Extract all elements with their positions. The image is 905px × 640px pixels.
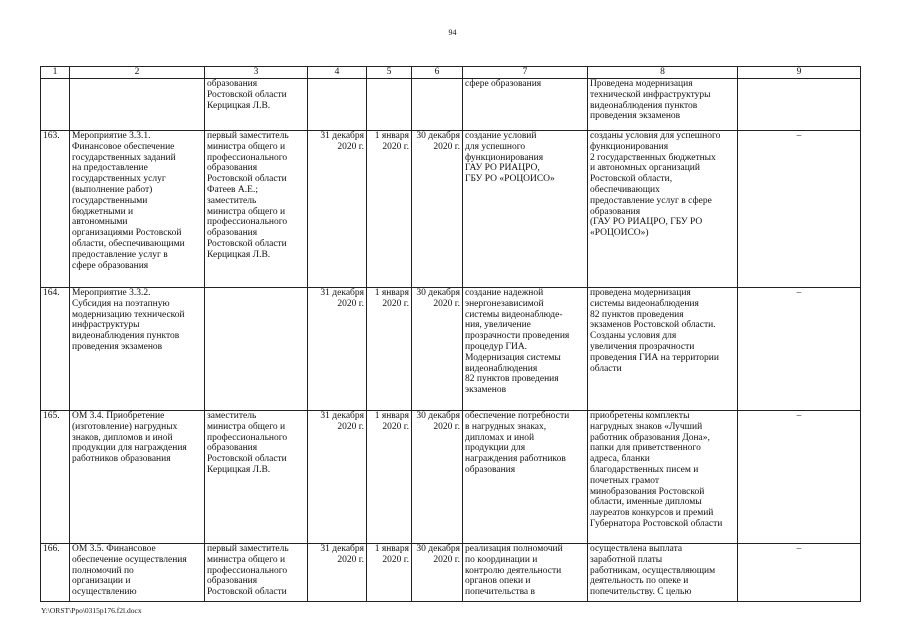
row-number-cell: 163. — [41, 131, 70, 288]
activity-name-line: области, обеспечивающими — [72, 238, 185, 249]
expected-result-cell — [463, 131, 588, 288]
expected-result-line: сфере образования — [465, 79, 542, 89]
column-number-7: 7 — [463, 67, 588, 79]
date-plan-cell — [367, 288, 412, 411]
actual-result-line: работник образования Дона», — [590, 432, 710, 443]
date-fact-cell — [412, 288, 463, 411]
expected-result-line: энергонезависимой — [465, 298, 544, 309]
column-number-6: 6 — [412, 67, 463, 79]
activity-name-cell — [70, 288, 205, 411]
date-plan-line: 2020 г. — [382, 554, 409, 565]
date-start-cell — [308, 411, 367, 544]
actual-result-line: Созданы условия для — [590, 331, 677, 342]
activity-name-line: государственных заданий — [72, 152, 176, 163]
actual-result-line: папки для приветственного — [590, 443, 701, 454]
expected-result-line: Модернизация системы — [465, 352, 561, 363]
activity-name-line: Субсидия на поэтапную — [72, 298, 170, 309]
expected-result-line: ГБУ РО «РОЦОИСО» — [465, 174, 555, 185]
date-fact-line: 2020 г. — [433, 421, 460, 432]
note-cell: – — [738, 131, 861, 288]
table-row — [41, 288, 861, 411]
responsible-person-line: профессионального — [207, 432, 288, 443]
date-fact-line: 30 декабря — [416, 131, 460, 141]
actual-result-line: предоставление услуг в сфере — [590, 195, 712, 206]
date-start-line: 2020 г. — [337, 141, 364, 152]
actual-result-line: приобретены комплекты — [590, 411, 690, 421]
actual-result-cell — [588, 131, 738, 288]
actual-result-line: благодарственных писем и — [590, 464, 699, 475]
date-fact-line: 2020 г. — [433, 141, 460, 152]
responsible-person-line: Ростовской области — [207, 238, 287, 249]
date-plan-cell — [367, 79, 412, 131]
actual-result-line: видеонаблюдения пунктов — [590, 100, 698, 111]
column-number-8: 8 — [588, 67, 738, 79]
actual-result-line: осуществлена выплата — [590, 544, 683, 554]
activity-name-cell — [70, 411, 205, 544]
plan-table-body — [41, 67, 861, 602]
actual-result-cell — [588, 411, 738, 544]
responsible-person-line: Ростовской области — [207, 174, 287, 185]
expected-result-line: процедур ГИА. — [465, 341, 528, 352]
activity-name-line: (изготовление) нагрудных — [72, 421, 178, 432]
expected-result-line: контролю деятельности — [465, 565, 562, 576]
row-number-cell: 164. — [41, 288, 70, 411]
plan-table — [40, 66, 861, 602]
expected-result-line: видеонаблюдения — [465, 363, 538, 374]
actual-result-cell — [588, 544, 738, 602]
date-plan-line: 2020 г. — [382, 141, 409, 152]
date-start-line: 31 декабря — [320, 131, 364, 141]
actual-result-line: увеличения прозрачности — [590, 341, 695, 352]
actual-result-line: Проведена модернизация — [590, 79, 693, 89]
activity-name-line: государственных услуг — [72, 174, 166, 185]
activity-name-line: ОМ 3.5. Финансовое — [72, 544, 156, 554]
activity-name-line: знаков, дипломов и иной — [72, 432, 173, 443]
responsible-person-cell — [205, 411, 308, 544]
date-start-line: 2020 г. — [337, 554, 364, 565]
actual-result-line: попечительству. С целью — [590, 587, 692, 598]
row-number-cell: 166. — [41, 544, 70, 602]
responsible-person-line: профессионального — [207, 565, 288, 576]
actual-result-line: Ростовской области, — [590, 174, 673, 185]
activity-name-cell — [70, 79, 205, 131]
actual-result-line: деятельность по опеке и — [590, 576, 689, 587]
table-row — [41, 131, 861, 288]
note-cell: – — [738, 544, 861, 602]
expected-result-line: ГАУ РО РИАЦРО, — [465, 163, 540, 174]
actual-result-line: обеспечивающих — [590, 184, 660, 195]
actual-result-line: области — [590, 363, 622, 374]
date-start-line: 31 декабря — [320, 288, 364, 298]
expected-result-line: создание надежной — [465, 288, 544, 298]
activity-name-line: на предоставление — [72, 163, 148, 174]
date-plan-cell — [367, 544, 412, 602]
expected-result-line: обеспечение потребности — [465, 411, 570, 421]
actual-result-line: технической инфраструктуры — [590, 89, 711, 100]
actual-result-line: проведения ГИА на территории — [590, 352, 719, 363]
date-plan-line: 1 января — [374, 131, 409, 141]
activity-name-line: продукции для награждения — [72, 443, 187, 454]
date-fact-cell — [412, 411, 463, 544]
actual-result-line: заработной платы — [590, 554, 663, 565]
note-cell: – — [738, 411, 861, 544]
note-cell — [738, 79, 861, 131]
actual-result-line: функционирования — [590, 141, 669, 152]
responsible-person-line: профессионального — [207, 152, 288, 163]
expected-result-line: 82 пунктов проведения — [465, 374, 559, 385]
actual-result-line: минобразования Ростовской — [590, 486, 705, 497]
date-start-cell — [308, 79, 367, 131]
expected-result-line: реализация полномочий — [465, 544, 563, 554]
expected-result-cell — [463, 411, 588, 544]
expected-result-line: экзаменов — [465, 385, 507, 396]
date-fact-line: 2020 г. — [433, 554, 460, 565]
actual-result-line: 2 государственных бюджетных — [590, 152, 716, 163]
activity-name-line: проведения экзаменов — [72, 341, 163, 352]
table-row — [41, 544, 861, 602]
activity-name-line: ОМ 3.4. Приобретение — [72, 411, 165, 421]
responsible-person-line: Ростовской области — [207, 89, 287, 100]
actual-result-line: системы видеонаблюдения — [590, 298, 699, 309]
activity-name-line: обеспечение осуществления — [72, 554, 187, 565]
expected-result-line: попечительства в — [465, 587, 536, 598]
date-start-line: 31 декабря — [320, 411, 364, 421]
date-start-line: 2020 г. — [337, 421, 364, 432]
responsible-person-line: первый заместитель — [207, 544, 289, 554]
row-number-cell — [41, 79, 70, 131]
date-fact-line: 30 декабря — [416, 544, 460, 554]
activity-name-line: предоставление услуг в — [72, 249, 168, 260]
actual-result-line: нагрудных знаков «Лучший — [590, 421, 703, 432]
actual-result-line: образования — [590, 206, 641, 217]
activity-name-line: работников образования — [72, 454, 171, 465]
responsible-person-cell — [205, 288, 308, 411]
expected-result-line: органов опеки и — [465, 576, 531, 587]
date-start-line: 2020 г. — [337, 298, 364, 309]
actual-result-line: адреса, бланки — [590, 454, 650, 465]
table-row — [41, 411, 861, 544]
expected-result-cell — [463, 79, 588, 131]
responsible-person-line: Ростовской области — [207, 454, 287, 465]
footer-file-path: Y:\ORST\Ppo\0315p176.f2l.docx — [41, 606, 142, 615]
date-fact-cell — [412, 544, 463, 602]
actual-result-line: (ГАУ РО РИАЦРО, ГБУ РО — [590, 217, 703, 228]
activity-name-line: государственными — [72, 195, 148, 206]
expected-result-line: награждения работников — [465, 454, 566, 465]
expected-result-line: прозрачности проведения — [465, 331, 570, 342]
responsible-person-cell — [205, 131, 308, 288]
responsible-person-line: первый заместитель — [207, 131, 289, 141]
activity-name-line: автономными — [72, 217, 128, 228]
actual-result-line: Губернатора Ростовской области — [590, 518, 723, 529]
responsible-person-cell — [205, 544, 308, 602]
expected-result-cell — [463, 288, 588, 411]
actual-result-line: «РОЦОИСО») — [590, 228, 649, 239]
actual-result-line: экзаменов Ростовской области. — [590, 320, 716, 331]
expected-result-line: ния, увеличение — [465, 320, 531, 331]
column-number-9: 9 — [738, 67, 861, 79]
responsible-person-line: Керцицкая Л.В. — [207, 249, 271, 260]
activity-name-line: Мероприятие 3.3.2. — [72, 288, 151, 298]
expected-result-line: образования — [465, 464, 516, 475]
expected-result-line: по координации и — [465, 554, 538, 565]
date-start-cell — [308, 288, 367, 411]
responsible-person-line: образования — [207, 228, 258, 239]
date-plan-line: 1 января — [374, 544, 409, 554]
date-start-cell — [308, 131, 367, 288]
note-cell: – — [738, 288, 861, 411]
actual-result-line: лауреатов конкурсов и премий — [590, 508, 714, 519]
date-plan-line: 2020 г. — [382, 421, 409, 432]
responsible-person-line: Керцицкая Л.В. — [207, 464, 271, 475]
date-start-line: 31 декабря — [320, 544, 364, 554]
date-fact-line: 30 декабря — [416, 411, 460, 421]
responsible-person-line: Ростовской области — [207, 587, 287, 598]
responsible-person-line: заместитель — [207, 411, 257, 421]
date-fact-line: 30 декабря — [416, 288, 460, 298]
responsible-person-line: образования — [207, 79, 258, 89]
actual-result-line: 82 пунктов проведения — [590, 309, 684, 320]
activity-name-line: сфере образования — [72, 260, 149, 271]
activity-name-cell — [70, 544, 205, 602]
responsible-person-cell — [205, 79, 308, 131]
actual-result-line: почетных грамот — [590, 475, 659, 486]
expected-result-line: системы видеонаблюде- — [465, 309, 563, 320]
date-plan-cell — [367, 131, 412, 288]
responsible-person-line: образования — [207, 163, 258, 174]
date-plan-line: 1 января — [374, 411, 409, 421]
expected-result-line: продукции для — [465, 443, 526, 454]
expected-result-line: дипломах и иной — [465, 432, 535, 443]
date-fact-cell — [412, 79, 463, 131]
responsible-person-line: заместитель — [207, 195, 257, 206]
table-row — [41, 79, 861, 131]
activity-name-line: организации и — [72, 576, 131, 587]
actual-result-line: проведена модернизация — [590, 288, 691, 298]
column-number-1: 1 — [41, 67, 70, 79]
responsible-person-line: министра общего и — [207, 206, 286, 217]
actual-result-line: работникам, осуществляющим — [590, 565, 716, 576]
activity-name-line: (выполнение работ) — [72, 184, 153, 195]
responsible-person-line: Фатеев А.Е.; — [207, 184, 258, 195]
date-plan-line: 1 января — [374, 288, 409, 298]
activity-name-line: инфраструктуры — [72, 320, 140, 331]
responsible-person-line: образования — [207, 576, 258, 587]
page-number: 94 — [448, 28, 457, 37]
responsible-person-line: образования — [207, 443, 258, 454]
date-fact-cell — [412, 131, 463, 288]
actual-result-line: области, именные дипломы — [590, 497, 702, 508]
responsible-person-line: министра общего и — [207, 421, 286, 432]
date-plan-line: 2020 г. — [382, 298, 409, 309]
responsible-person-line: министра общего и — [207, 554, 286, 565]
actual-result-line: проведения экзаменов — [590, 111, 681, 122]
actual-result-line: созданы условия для успешного — [590, 131, 721, 141]
row-number-cell: 165. — [41, 411, 70, 544]
activity-name-line: Мероприятие 3.3.1. — [72, 131, 151, 141]
date-plan-cell — [367, 411, 412, 544]
expected-result-line: для успешного — [465, 141, 526, 152]
activity-name-line: видеонаблюдения пунктов — [72, 331, 180, 342]
column-number-5: 5 — [367, 67, 412, 79]
column-number-row — [41, 67, 861, 79]
date-start-cell — [308, 544, 367, 602]
expected-result-line: создание условий — [465, 131, 537, 141]
activity-name-line: полномочий по — [72, 565, 134, 576]
column-number-3: 3 — [205, 67, 308, 79]
activity-name-line: бюджетными и — [72, 206, 134, 217]
activity-name-line: модернизацию технической — [72, 309, 185, 320]
activity-name-line: Финансовое обеспечение — [72, 141, 175, 152]
expected-result-cell — [463, 544, 588, 602]
column-number-2: 2 — [70, 67, 205, 79]
responsible-person-line: Керцицкая Л.В. — [207, 100, 271, 111]
actual-result-cell — [588, 288, 738, 411]
actual-result-line: и автономных организаций — [590, 163, 700, 174]
actual-result-cell — [588, 79, 738, 131]
activity-name-line: организациями Ростовской — [72, 228, 182, 239]
date-fact-line: 2020 г. — [433, 298, 460, 309]
expected-result-line: в нагрудных знаках, — [465, 421, 547, 432]
activity-name-line: осуществлению — [72, 587, 137, 598]
column-number-4: 4 — [308, 67, 367, 79]
activity-name-cell — [70, 131, 205, 288]
responsible-person-line: министра общего и — [207, 141, 286, 152]
responsible-person-line: профессионального — [207, 217, 288, 228]
expected-result-line: функционирования — [465, 152, 544, 163]
